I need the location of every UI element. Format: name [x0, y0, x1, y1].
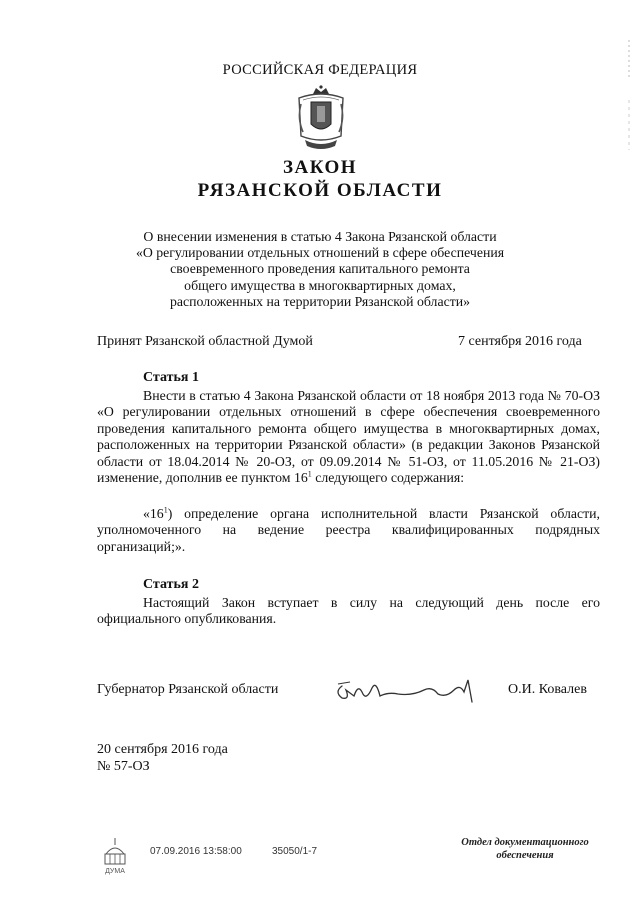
- article-1-heading: Статья 1: [143, 370, 199, 385]
- scan-edge-mark: [626, 40, 632, 150]
- article-2-paragraph: Настоящий Закон вступает в силу на следующий день после его официального опубликования.: [97, 595, 600, 627]
- text-run: «16: [143, 506, 164, 521]
- signing-block: [97, 741, 228, 775]
- region-name: РЯЗАНСКОЙ ОБЛАСТИ: [197, 180, 443, 201]
- superscript: 1: [307, 469, 312, 479]
- handwritten-signature: [328, 662, 488, 712]
- accepted-date: 7 сентября 2016 года: [458, 334, 582, 349]
- subject-line: О внесении изменения в статью 4 Закона Рязанской области: [143, 229, 497, 244]
- text-run: следующего содержания:: [311, 470, 465, 486]
- accepted-by: Принят Рязанской областной Думой: [97, 334, 313, 349]
- governor-name: О.И. Ковалев: [508, 682, 587, 697]
- law-number: № 57-ОЗ: [97, 759, 150, 774]
- country-heading: РОССИЙСКАЯ ФЕДЕРАЦИЯ: [222, 62, 418, 78]
- footer-timestamp: 07.09.2016 13:58:00: [150, 846, 242, 857]
- footer-code: 35050/1-7: [272, 846, 318, 857]
- logo-text: ДУМА: [105, 868, 125, 875]
- subject-line: своевременного проведения капитального ремонта: [170, 261, 470, 277]
- article-2-heading: Статья 2: [143, 577, 199, 592]
- governor-title: Губернатор Рязанской области: [97, 682, 279, 697]
- subject-line: «О регулировании отдельных отношений в сфере обеспечения: [135, 245, 505, 261]
- department-stamp: [440, 836, 610, 862]
- law-word: ЗАКОН: [282, 157, 358, 178]
- law-subject: [0, 229, 640, 310]
- coat-of-arms-emblem: [291, 84, 351, 154]
- subject-line: расположенных на территории Рязанской области»: [169, 293, 471, 309]
- stamp-line: Отдел документационного: [461, 837, 589, 848]
- duma-building-logo: [100, 836, 130, 876]
- signing-date: 20 сентября 2016 года: [97, 742, 228, 757]
- article-1-paragraph-1: [97, 388, 600, 486]
- article-1-paragraph-2: [97, 506, 600, 555]
- superscript: 1: [163, 505, 168, 515]
- stamp-line: обеспечения: [496, 850, 554, 861]
- text-run: Внести в статью 4 Закона Рязанской области от 18 ноября 2013 года № 70-ОЗ «О регулировании отдельных отношений в сфере обеспечения своевременного проведения капитального ремонта общего имущества в многоквартирных домах, расположенных на территории Рязанской области» (в редакции Законов Рязанской области от 18.04.2014 № 20-ОЗ, от 09.09.2014 № 51-ОЗ, от 11.05.2016 № 21-ОЗ) изменение, дополнив ее пунктом 16: [97, 388, 600, 486]
- text-run: ) определение органа исполнительной власти Рязанской области, уполномоченного на ведение реестра квалифицированных подрядных организаций;».: [97, 506, 600, 554]
- law-title: [0, 156, 640, 202]
- subject-line: общего имущества в многоквартирных домах,: [184, 277, 456, 293]
